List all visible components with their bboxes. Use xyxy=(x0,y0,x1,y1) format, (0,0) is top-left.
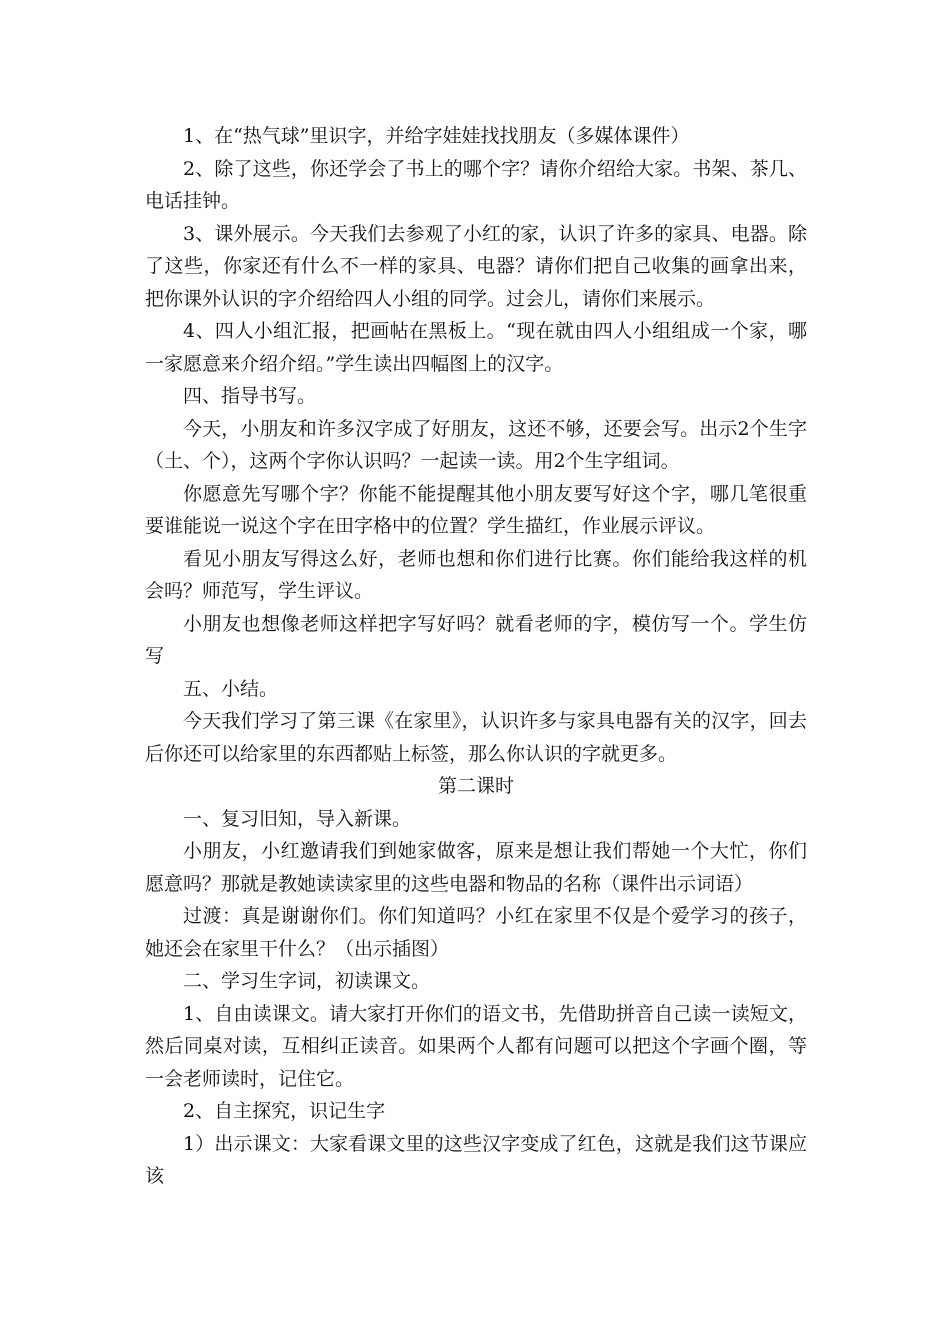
document-page xyxy=(145,120,807,1193)
paragraph-item-3: 3、课外展示。今天我们去参观了小红的家，认识了许多的家具、电器。除了这些，你家还有什么不一样的家具、电器？请你们把自己收集的画拿出来，把你课外认识的字介绍给四人小组的同学。过会儿，请你们来展示。 xyxy=(145,222,807,310)
paragraph-item-4: 4、四人小组汇报，把画帖在黑板上。“现在就由四人小组组成一个家，哪一家愿意来介绍介绍。”学生读出四幅图上的汉字。 xyxy=(145,320,807,375)
paragraph-review-intro: 小朋友，小红邀请我们到她家做客，原来是想让我们帮她一个大忙，你们愿意吗？那就是教她读读家里的这些电器和物品的名称（课件出示词语） xyxy=(145,840,807,895)
section-heading-2: 二、学习生字词，初读课文。 xyxy=(183,970,431,992)
paragraph-summary: 今天我们学习了第三课《在家里》，认识许多与家具电器有关的汉字，回去后你还可以给家里的东西都贴上标签，那么你认识的字就更多。 xyxy=(145,710,807,765)
paragraph-transition: 过渡：真是谢谢你们。你们知道吗？小红在家里不仅是个爱学习的孩子，她还会在家里干什么？（出示插图） xyxy=(145,905,807,960)
section-heading-4: 四、指导书写。 xyxy=(183,385,317,407)
paragraph-writing-question: 你愿意先写哪个字？你能不能提醒其他小朋友要写好这个字，哪几笔很重要谁能说一说这个字在田字格中的位置？学生描红，作业展示评议。 xyxy=(145,482,807,537)
paragraph-writing-intro: 今天，小朋友和许多汉字成了好朋友，这还不够，还要会写。出示2个生字（土、个），这两个字你认识吗？一起读一读。用2个生字组词。 xyxy=(145,417,807,472)
paragraph-item-2: 2、除了这些，你还学会了书上的哪个字？请你介绍给大家。书架、茶几、电话挂钟。 xyxy=(145,157,807,212)
lesson-title: 第二课时 xyxy=(437,775,514,797)
paragraph-teacher-demo: 看见小朋友写得这么好，老师也想和你们进行比赛。你们能给我这样的机会吗？师范写，学生评议。 xyxy=(145,547,807,602)
paragraph-show-text: 1）出示课文：大家看课文里的这些汉字变成了红色，这就是我们这节课应该 xyxy=(145,1132,807,1187)
paragraph-item-1: 1、在“热气球”里识字，并给字娃娃找找朋友（多媒体课件） xyxy=(183,125,690,147)
paragraph-student-copy: 小朋友也想像老师这样把字写好吗？就看老师的字，模仿写一个。学生仿写 xyxy=(145,612,807,667)
section-heading-1: 一、复习旧知，导入新课。 xyxy=(183,807,412,830)
paragraph-free-reading: 1、自由读课文。请大家打开你们的语文书，先借助拼音自己读一读短文，然后同桌对读，互相纠正读音。如果两个人都有问题可以把这个字画个圈，等一会老师读时，记住它。 xyxy=(145,1002,807,1090)
section-heading-5: 五、小结。 xyxy=(183,677,279,700)
paragraph-self-study: 2、自主探究，识记生字 xyxy=(183,1100,386,1122)
